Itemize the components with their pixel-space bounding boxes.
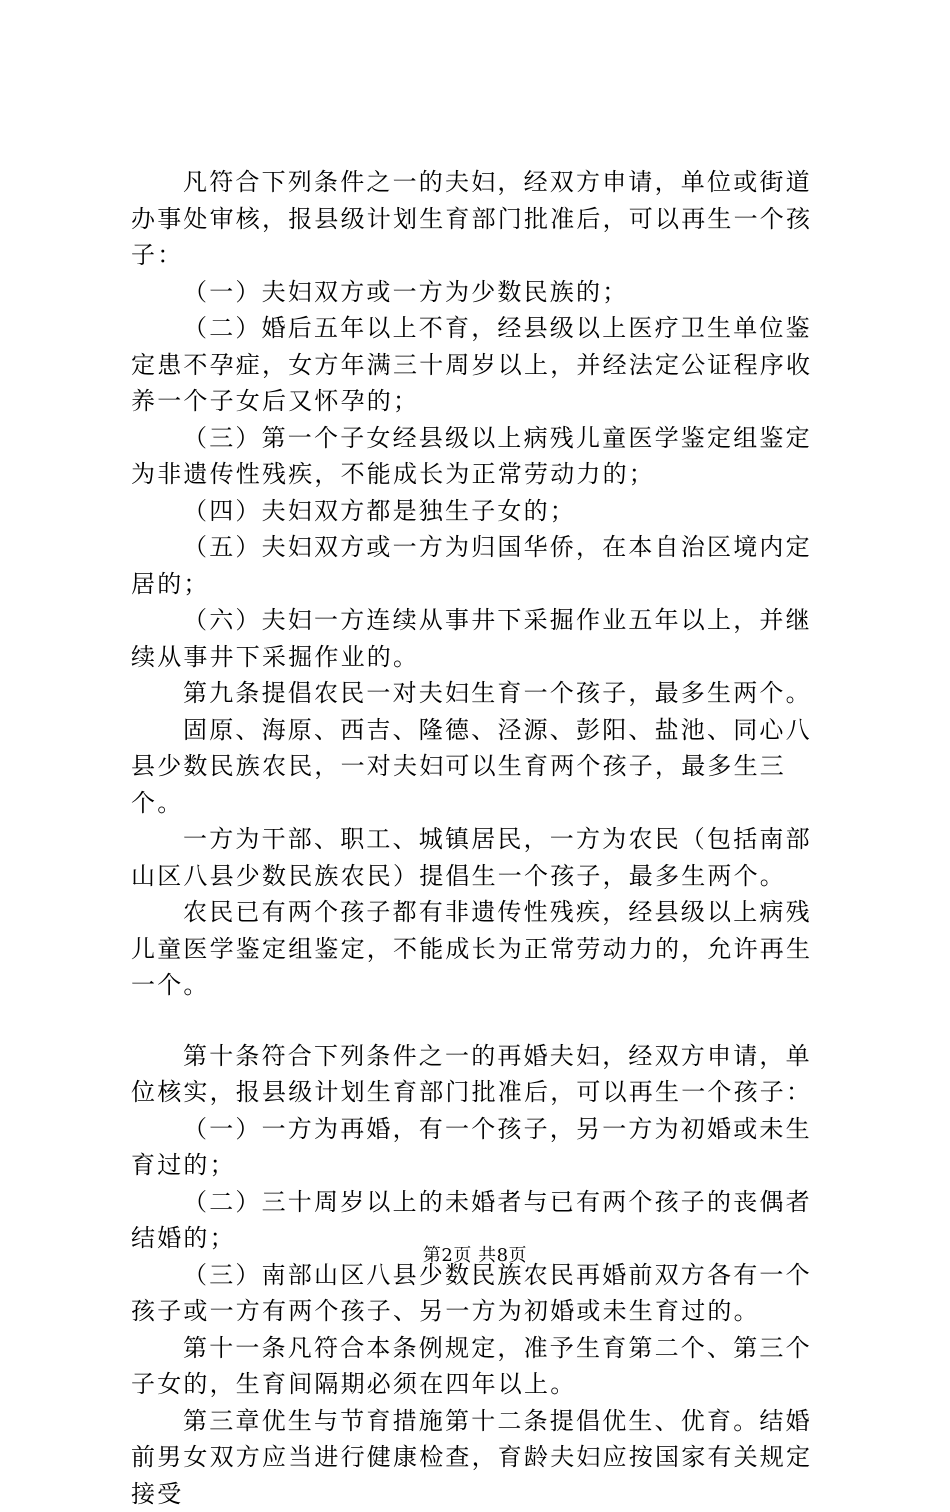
paragraph-1: 凡符合下列条件之一的夫妇，经双方申请，单位或街道办事处审核，报县级计划生育部门批准后，可以再生一个孩子： <box>131 164 831 274</box>
paragraph-9: 固原、海原、西吉、隆德、泾源、彭阳、盐池、同心八县少数民族农民，一对夫妇可以生育两个孩子，最多生三个。 <box>131 712 831 822</box>
paragraph-11: 农民已有两个孩子都有非遗传性残疾，经县级以上病残儿童医学鉴定组鉴定，不能成长为正常劳动力的，允许再生一个。 <box>131 894 831 1004</box>
paragraph-10: 一方为干部、职工、城镇居民，一方为农民（包括南部山区八县少数民族农民）提倡生一个孩子，最多生两个。 <box>131 821 831 894</box>
document-body <box>131 164 831 1512</box>
paragraph-5: （四）夫妇双方都是独生子女的； <box>131 493 831 530</box>
paragraph-3: （二）婚后五年以上不育，经县级以上医疗卫生单位鉴定患不孕症，女方年满三十周岁以上，并经法定公证程序收养一个子女后又怀孕的； <box>131 310 831 420</box>
page-number-footer: 第2页 共8页 <box>0 1241 950 1267</box>
paragraph-15: （三）南部山区八县少数民族农民再婚前双方各有一个孩子或一方有两个孩子、另一方为初婚或未生育过的。 <box>131 1257 831 1330</box>
paragraph-4: （三）第一个子女经县级以上病残儿童医学鉴定组鉴定为非遗传性残疾，不能成长为正常劳动力的； <box>131 420 831 493</box>
paragraph-16: 第十一条凡符合本条例规定，准予生育第二个、第三个子女的，生育间隔期必须在四年以上。 <box>131 1330 831 1403</box>
paragraph-13: （一）一方为再婚，有一个孩子，另一方为初婚或未生育过的； <box>131 1111 831 1184</box>
paragraph-12: 第十条符合下列条件之一的再婚夫妇，经双方申请，单位核实，报县级计划生育部门批准后，可以再生一个孩子： <box>131 1038 831 1111</box>
paragraph-14: （二）三十周岁以上的未婚者与已有两个孩子的丧偶者结婚的； <box>131 1184 831 1257</box>
paragraph-2: （一）夫妇双方或一方为少数民族的； <box>131 274 831 311</box>
paragraph-7: （六）夫妇一方连续从事井下采掘作业五年以上，并继续从事井下采掘作业的。 <box>131 602 831 675</box>
paragraph-17: 第三章优生与节育措施第十二条提倡优生、优育。结婚前男女双方应当进行健康检查，育龄夫妇应按国家有关规定接受 <box>131 1403 831 1512</box>
paragraph-6: （五）夫妇双方或一方为归国华侨，在本自治区境内定居的； <box>131 529 831 602</box>
paragraph-8: 第九条提倡农民一对夫妇生育一个孩子，最多生两个。 <box>131 675 831 712</box>
